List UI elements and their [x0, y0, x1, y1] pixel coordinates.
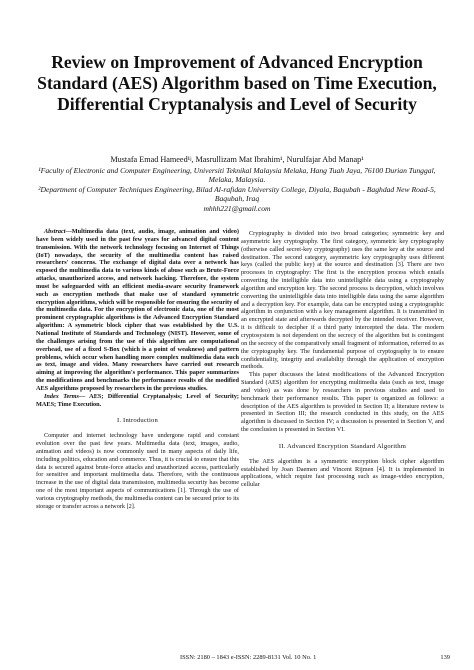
intro-paragraph: Computer and internet technology have undergone rapid and constant evolution over the past few years. Multimedia data (text, images, audio, animation and videos) is now commonly used in many aspects of daily life, including politics, education and commerce. Thus, it is crucial to ensure that this data is secured against brute-force attacks and unauthorized access, particularly for sensitive and important multimedia data. Therefore, with the continuous increase in the use of digital data transmission, multimedia security has become one of the most important aspects of communications [1]. Through the use of various cryptography methods, the multimedia content can be secured prior to its storage or transfer across a network [2].	[36, 432, 239, 510]
page-footer	[180, 654, 450, 661]
right-column	[241, 230, 444, 489]
index-terms-label: Index Terms	[44, 392, 79, 400]
left-column	[36, 228, 239, 511]
abstract-text: —Multimedia data (text, audio, image, animation and video) have been widely used in the past few years for advanced digital content transmission. With the network technology focusing on Internet of Things (IoT) nowadays, the security of the multimedia content has raised researchers' concerns. The exchange of digital data over a network has exposed the multimedia data to various kinds of abuse such as Brute-Force attacks, unauthorized access, and network hacking. Therefore, the system must be safeguarded with an efficient media-aware security framework such as encryption methods that make use of standard symmetric encryption algorithms, which will be responsible for ensuring the security of the multimedia data. For the encryption of electronic data, one of the most prominent cryptographic algorithms is the Advanced Encryption Standard algorithm: A symmetric block cipher that was established by the U.S. National Institute of Standards and Technology (NIST). However, some of the challenges arising from the use of this algorithm are computational overhead, use of a fixed S-Box (which is a point of weakness) and pattern problems, which occur when handling more complex multimedia data such as text, image and video. Many researchers have carried out research aiming at improving the algorithm's performance. This paper summarizes the modifications and benchmarks the performance results of the modified AES algorithms proposed by researchers in the previous studies.	[36, 228, 239, 392]
cryptography-paragraph: Cryptography is divided into two broad categories; symmetric key and asymmetric key cryptography. The first category, symmetric key cryptography (otherwise called secret-key cryptography) uses the same key at the source and destination. The second category, asymmetric key cryptography uses different keys (called the public key) at the source and destination [3]. There are two processes in cryptography: The first is the encryption process which entails converting the intelligible data into unintelligible data using a cryptography algorithm and encryption key. The second process is decryption, which involves converting the unintelligible data into intelligible data using the same algorithm and a decryption key. For example, data can be encrypted using a cryptographic algorithm in conjunction with a key management algorithm. It is transmitted in an encrypted state and afterwards decrypted by the intended receiver. However, it is difficult to decipher if a third party intercepted the data. The modern cryptosystem is not dependent on the secrecy of the algorithm but is contingent on the secrecy of the comparatively small fragment of information, referred to as the cryptography key. The fundamental purpose of cryptography is to ensure confidentiality, integrity and availability through the application of encryption methods.	[241, 230, 444, 371]
aes-paragraph: The AES algorithm is a symmetric encryption block cipher algorithm established by Joan Daemen and Vincent Rijmen [4]. It is implemented in applications, which require fast processing such as image-video encryption, cellular	[241, 457, 444, 489]
index-terms	[36, 393, 239, 409]
author-email: mhhh221@gmail.com	[203, 203, 271, 213]
abstract	[36, 228, 239, 393]
author-block	[30, 155, 444, 214]
abstract-label: Abstract	[44, 228, 66, 235]
author-names: Mustafa Emad Hameed¹ʲ, Masrullizam Mat Ibrahim¹, Nurulfajar Abd Manap¹	[110, 155, 364, 164]
paper-organization-paragraph: This paper discusses the latest modifications of the Advanced Encryption Standard (AES) algorithm for encrypting multimedia data (such as text, image and video) as was done by researchers in previous studies and used to benchmark their performance results. This paper is organized as follows: a description of the AES algorithm is provided in Section II; a literature review is presented in Section III; the research conducted in this study, on the AES algorithm is discussed in Section IV; a discussion is presented in Section V, and the conclusion is presented in Section VI.	[241, 371, 444, 434]
section-heading-aes: II. Advanced Encryption Standard Algorithm	[278, 442, 407, 450]
paper-title: Review on Improvement of Advanced Encryption Standard (AES) Algorithm based on Time Execution, Differential Cryptanalysis and Level of Security	[37, 52, 437, 114]
page-number: 139	[440, 654, 450, 661]
section-heading-introduction: I. Introduction	[116, 417, 159, 425]
index-terms-text: — AES; Differential Cryptanalysis; Level of Security; MAES; Time Execution.	[36, 392, 239, 408]
footer-issn: ISSN: 2180 – 1843 e-ISSN: 2289-8131 Vol. 10 No. 1	[180, 654, 317, 661]
affiliation-2: ²Department of Computer Techniques Engineering, Bilad Al-rafidan University College, Diyala, Baqubah - Baghdad New Road-5, Baqubah, Iraq	[38, 184, 436, 204]
affiliation-1: ¹Faculty of Electronic and Computer Engineering, Universiti Teknikal Malaysia Melaka, Hang Tuah Jaya, 76100 Durian Tunggal, Melaka, Malaysia.	[38, 165, 436, 185]
